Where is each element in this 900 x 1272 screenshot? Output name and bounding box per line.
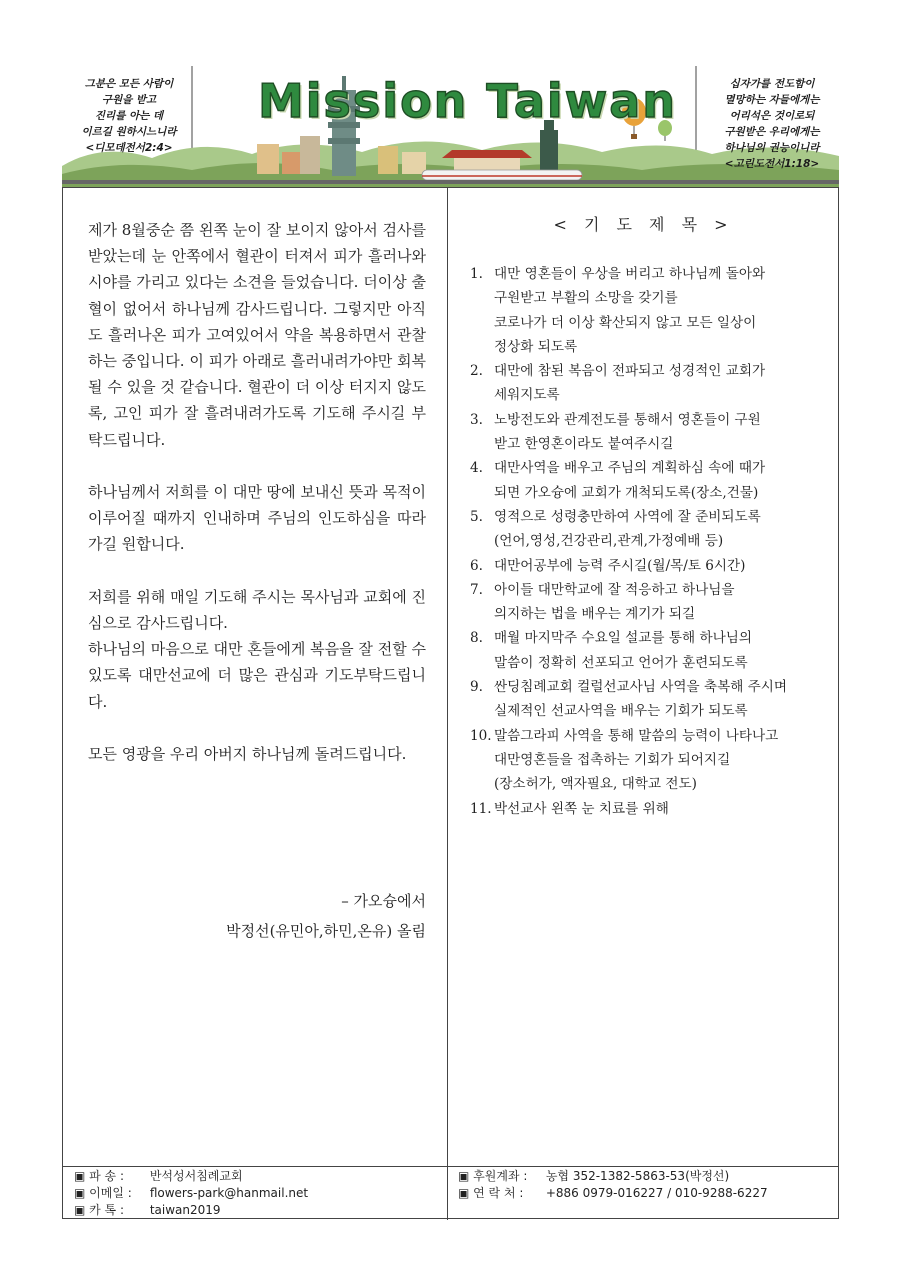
header-verse-left xyxy=(66,76,192,156)
prayer-item-text: 박선교사 왼쪽 눈 치료를 위해 xyxy=(494,800,669,817)
prayer-item xyxy=(470,359,820,408)
signature-name: 박정선(유민아,하민,온유) 올림 xyxy=(226,922,426,940)
prayer-item xyxy=(470,554,820,578)
footer-divider xyxy=(447,1167,448,1220)
prayer-item xyxy=(470,456,820,505)
prayer-item-text-continued: (장소허가, 액자필요, 대학교 전도) xyxy=(494,776,697,793)
prayer-item-text-continued: 세워지도록 xyxy=(494,387,560,404)
verse-reference: <고린도전서1:18> xyxy=(724,158,820,170)
verse-line: 하나님의 권능이니라 xyxy=(724,142,820,154)
prayer-item-text: 대만에 참된 복음이 전파되고 성경적인 교회가 xyxy=(494,363,766,380)
verse-line: 구원을 받고 xyxy=(101,94,157,106)
prayer-item xyxy=(470,262,820,359)
prayer-item-text-continued: 받고 한영혼이라도 붙여주시길 xyxy=(494,436,674,453)
verse-line: 어리석은 것이로되 xyxy=(729,110,815,122)
prayer-item-text: 대만어공부에 능력 주시길(월/목/토 6시간) xyxy=(494,557,746,574)
verse-line: 십자가를 전도함이 xyxy=(729,78,815,90)
footer-row-sending-church: ▣ 파 송 : 반석성서침례교회 xyxy=(74,1169,243,1183)
footer-row-account: ▣ 후원계좌 : 농협 352-1382-5863-53(박정선) xyxy=(458,1169,730,1183)
prayer-item xyxy=(470,408,820,457)
prayer-item-text-continued: 대만영혼들을 접촉하는 기회가 되어지길 xyxy=(494,751,731,768)
prayer-item-text: 대만사역을 배우고 주님의 계획하심 속에 때가 xyxy=(494,460,766,477)
header-verse-right xyxy=(708,76,836,172)
prayer-item-text-continued: 말씀이 정확히 선포되고 언어가 훈련되도록 xyxy=(494,654,748,671)
prayer-item-text-continued: 구원받고 부활의 소망을 갖기를 xyxy=(494,290,678,307)
prayer-item-number: 10. xyxy=(470,727,492,744)
prayer-item-text-continued: 실제적인 선교사역을 배우는 기회가 되도록 xyxy=(494,703,748,720)
prayer-item-text: 대만 영혼들이 우상을 버리고 하나님께 돌아와 xyxy=(494,266,766,282)
prayer-item-text: 매월 마지막주 수요일 설교를 통해 하나님의 xyxy=(494,630,752,647)
prayer-item xyxy=(470,797,820,821)
letter-paragraph: 저희를 위해 매일 기도해 주시는 목사님과 교회에 진심으로 감사드립니다. xyxy=(88,587,426,633)
prayer-item-text: 말씀그라피 사역을 통해 말씀의 능력이 나타나고 xyxy=(494,727,779,744)
letter-body xyxy=(88,217,426,793)
prayer-item-text-continued: 의지하는 법을 배우는 계기가 되길 xyxy=(494,606,696,623)
footer-contact-right xyxy=(458,1168,768,1202)
prayer-item-text-continued: (언어,영성,건강관리,관계,가정예배 등) xyxy=(494,533,724,550)
prayer-item-number: 5. xyxy=(470,508,483,525)
prayer-item-number: 2. xyxy=(470,363,483,380)
prayer-item xyxy=(470,724,820,797)
prayer-item xyxy=(470,675,820,724)
footer-row-email: ▣ 이메일 : flowers-park@hanmail.net xyxy=(74,1186,309,1200)
prayer-item-text: 노방전도와 관계전도를 통해서 영혼들이 구원 xyxy=(494,411,761,428)
prayer-item-text-continued: 되면 가오슝에 교회가 개척되도록(장소,건물) xyxy=(494,484,759,501)
prayer-item-number: 1. xyxy=(470,266,483,282)
column-divider xyxy=(447,188,448,1166)
prayer-item-number: 9. xyxy=(470,679,483,696)
verse-line: 구원받은 우리에게는 xyxy=(724,126,820,138)
prayer-item-number: 3. xyxy=(470,411,483,428)
prayer-item xyxy=(470,626,820,675)
letter-paragraph: 하나님의 마음으로 대만 혼들에게 복음을 잘 전할 수 있도록 대만선교에 더 많은 관심과 기도부탁드립니다. xyxy=(88,640,426,711)
prayer-list xyxy=(470,262,820,821)
prayer-item-number: 11. xyxy=(470,800,492,817)
verse-line: 그분은 모든 사람이 xyxy=(84,78,174,90)
prayer-item-text: 아이들 대만학교에 잘 적응하고 하나님을 xyxy=(494,581,735,598)
verse-line: 멸망하는 자들에게는 xyxy=(724,94,820,106)
prayer-item xyxy=(470,505,820,554)
footer-row-phone: ▣ 연 락 처 : +886 0979-016227 / 010-9288-6227 xyxy=(458,1186,768,1200)
letter-paragraph: 모든 영광을 우리 아버지 하나님께 돌려드립니다. xyxy=(88,745,407,764)
verse-reference: <디모데전서2:4> xyxy=(85,142,173,154)
email-link[interactable]: flowers-park@hanmail.net xyxy=(149,1186,309,1200)
footer xyxy=(62,1166,839,1219)
verse-line: 진리를 아는 데 xyxy=(94,110,164,122)
prayer-item-text-continued: 코로나가 더 이상 확산되지 않고 모든 일상이 xyxy=(494,314,757,331)
signature-location: – 가오슝에서 xyxy=(341,892,426,910)
footer-contact-left xyxy=(74,1168,308,1219)
footer-row-kakaotalk: ▣ 카 톡 : taiwan2019 xyxy=(74,1203,221,1217)
prayer-title: < 기 도 제 목 > xyxy=(553,215,734,234)
prayer-item-number: 8. xyxy=(470,630,483,647)
verse-line: 이르길 원하시느니라 xyxy=(81,126,177,138)
banner-title: Mission Taiwan xyxy=(258,74,677,128)
header-banner xyxy=(62,66,839,188)
prayer-item-number: 6. xyxy=(470,557,483,574)
letter-paragraph: 하나님께서 저희를 이 대만 땅에 보내신 뜻과 목적이 이루어질 때까지 인내하며 주님의 인도하심을 따라 가길 원합니다. xyxy=(88,483,426,554)
prayer-item-number: 4. xyxy=(470,460,483,477)
prayer-item-text: 싼딩침례교회 컬럴선교사님 사역을 축복해 주시며 xyxy=(494,679,788,696)
letter-paragraph: 제가 8월중순 쯤 왼쪽 눈이 잘 보이지 않아서 검사를 받았는데 눈 안쪽에서 혈관이 터져서 피가 흘러나와 시야를 가리고 있다는 소견을 들었습니다. 더이상 출혈이 없어서 하나님께 감사드립니다. 그렇지만 아직도 흘러나온 피가 고여있어서 약을 복용하면서 관찰하는 중입니다. 이 피가 아래로 흘러내려가야만 회복될 수 있을 것 같습니다. 혈관이 더 이상 터지지 않도록, 고인 피가 잘 흘려내려가도록 기도해 주시길 부탁드립니다. xyxy=(88,221,426,449)
letter-signature xyxy=(126,886,426,946)
prayer-item-text: 영적으로 성령충만하여 사역에 잘 준비되도록 xyxy=(494,508,761,525)
prayer-item xyxy=(470,578,820,627)
prayer-item-text-continued: 정상화 되도록 xyxy=(494,338,578,355)
prayer-item-number: 7. xyxy=(470,581,483,598)
